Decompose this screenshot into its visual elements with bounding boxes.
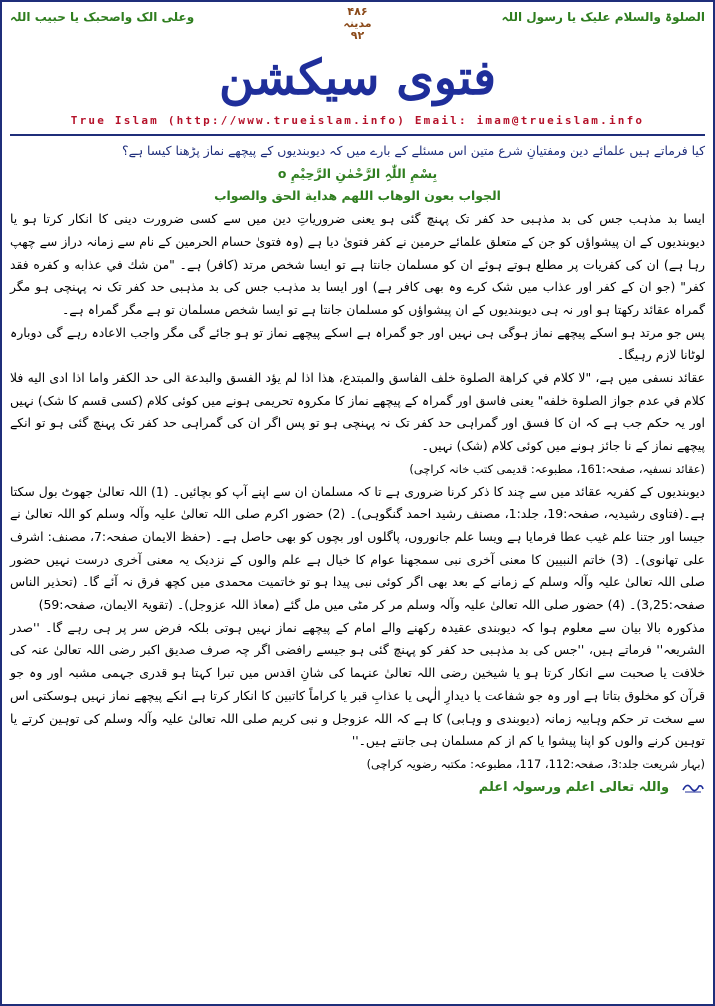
answer-paragraph-2: پس جو مرتد ہو اسکے پیچھے نماز ہوگی ہی نہیں اور جو گمراہ ہے اسکے پیچھے نماز تو ہو جائے گی مگر واجب الاعادہ رہے گی دوبارہ لوٹانا لازم رہیگا۔	[10, 324, 705, 363]
answer-heading: الجواب بعون الوهاب اللهم هداية الحق والصواب	[214, 188, 501, 204]
contact-line: True Islam (http://www.trueislam.info) Email: imam@trueislam.info	[70, 114, 645, 127]
fatwa-content	[10, 140, 705, 998]
fatwa-year: ۹۲	[350, 29, 365, 42]
page-title: فتوی سیکشن	[218, 50, 497, 106]
salutation-left: وعلی الک واصحبک یا حبیب اللہ	[10, 10, 195, 24]
answer-paragraph-3: عقائد نسفی میں ہے، "لا كلام في كراهة الصلوة خلف الفاسق والمبتدع، هذا اذا لم يؤد الفسق والبدعة الى حد الكفر واما اذا ادى اليه فلا كلام في عدم جواز الصلوة خلفه" یعنی فاسق اور گمراہ کے پیچھے نماز کا مکروہ تحریمی ہونے میں کوئی کلام (کسی قسم کا شک) نہیں اور یہ حکم جب ہے کہ ان کا فسق اور گمراہی حد کفر تک نہ پہنچی ہو تو پس اگر ان کی گمراہی حد کفر تک پہنچ گئی ہو تو انکے پیچھے نماز کے نا جائز ہونے میں کوئی کلام (شک) نہیں۔	[10, 370, 705, 454]
bismillah: بِسْمِ اللّٰہِ الرَّحْمٰنِ الرَّحِیْمِ o	[277, 165, 438, 181]
fatwa-label: مدینہ	[343, 17, 372, 30]
closing-line	[10, 776, 705, 800]
calligraphy-seal-icon	[681, 780, 705, 794]
header-divider	[10, 134, 705, 136]
reference-bahar-e-shariat: (بہار شریعت جلد:3، صفحہ:112، 117، مطبوعہ: مکتبہ رضویہ کراچی)	[366, 756, 705, 771]
reference-aqaid-nasafiya: (عقائد نسفیہ، صفحہ:161، مطبوعہ: قدیمی کتب خانہ کراچی)	[409, 461, 705, 476]
answer-paragraph-5: مذکورہ بالا بیان سے معلوم ہوا کہ دیوبندی عقیدہ رکھنے والے امام کے پیچھے نماز نہیں ہوتی بلکہ فرض سر پر ہی رہے گا۔ ''صدر الشریعہ'' فرماتے ہیں، ''جس کی بد مذہبی حد کفر کو پہنچ گئی ہو جیسے رافضی اگر چہ صرف صدیق اکبر رضی اللہ تعالیٰ عنہ کی خلافت یا صحبت سے انکار کرتا ہو یا شیخین رضی اللہ تعالیٰ عنہما کی شانِ اقدس میں تبرا کہتا ہو قدری جہمی مشبہ اور وہ جو قرآن کو مخلوق بتاتا ہے اور وہ جو شفاعت یا دیدارِ الٰہی یا عذابِ قبر یا کراماً کاتبین کا انکار کرتا ہے انکے پیچھے نماز نہیں ہوسکتی اس سے سخت تر حکم وہابیہ زمانہ (دیوبندی و وہابی) کا ہے کہ اللہ عزوجل و نبی کریم صلی اللہ تعالیٰ علیہ وآلہ وسلم کی توہین کرتے یا توہین کرنے والوں کو اپنا پیشوا یا کم از کم مسلمان ہی جانتے ہیں۔''	[10, 619, 705, 749]
closing-text: واللہ تعالی اعلم ورسولہ اعلم	[478, 779, 670, 795]
fatwa-number: ۴۸۶	[347, 5, 368, 18]
question-text: کیا فرماتے ہیں علمائے دین ومفتیانِ شرع متین اس مسئلے کے بارے میں کہ دیوبندیوں کے پیچھے نماز پڑھنا کیسا ہے؟	[122, 143, 705, 158]
answer-paragraph-4: دیوبندیوں کے کفریہ عقائد میں سے چند کا ذکر کرنا ضروری ہے تا کہ مسلمان ان سے اپنے آپ کو بچائیں۔ (1) اللہ تعالیٰ جھوٹ بول سکتا ہے۔(فتاوی رشیدیہ، صفحہ:19، جلد:1، مصنف رشید احمد گنگوہی)۔ (2) حضور اکرم صلی اللہ تعالیٰ علیہ وآلہ وسلم کو اللہ تعالیٰ نے جیسا اور جتنا علم غیب عطا فرمایا ہے ویسا علم جانوروں، پاگلوں اور بچوں کو بھی حاصل ہے۔ (حفظ الایمان صفحہ:7، مصنف: اشرف علی تھانوی)۔ (3) خاتم النبیین کا معنی آخری نبی سمجھنا عوام کا خیال ہے علم والوں کے نزدیک یہ معنی آخری درست نہیں حضور صلی اللہ تعالیٰ علیہ وآلہ وسلم کے زمانے کے بعد بھی اگر کوئی نبی پیدا ہو تو خاتمیت محمدی میں کچھ فرق نہ آئے گا۔ (تحذیر الناس صفحہ:3,25)۔ (4) حضور صلی اللہ تعالیٰ علیہ وآلہ وسلم مر کر مٹی میں مل گئے (معاذ اللہ عزوجل)۔ (تقویۃ الایمان، صفحہ:59)	[10, 483, 705, 613]
salutation-right: الصلوۃ والسلام علیک یا رسول اللہ	[501, 10, 705, 24]
answer-paragraph-1: ایسا بد مذہب جس کی بد مذہبی حد کفر تک پہنچ گئی ہو یعنی ضروریاتِ دین میں سے کسی ضرورت دینی کا انکار کرتا ہو یا دیوبندیوں کے ان پیشواؤں کو جن کے متعلق علمائے حرمین نے کفر فتویٰ دیا ہے (وہ فتویٰ حسام الحرمین کے نام سے زمانہ دراز سے چھپ رہا ہے) ان کی کفریات پر مطلع ہوتے ہوئے ان کو مسلمان جانتا ہے تو ایسا شخص مرتد (کافر) ہے۔ "من شك في عذابه و كفره فقد كفر" (جو ان کے کفر اور عذاب میں شک کرے وہ بھی کافر ہے) اور ایسا بد مذہب جس کی بد مذہبی حد کفر تک نہ پہنچی ہو مگر گمراہ عقائد رکھتا ہو اور نہ ہی دیوبندیوں کے ان پیشواؤں کو مسلمان جانتا ہے تو ایسا شخص مسلمان تو ہے مگر گمراہ ہے۔	[10, 211, 705, 317]
top-header	[10, 6, 705, 46]
